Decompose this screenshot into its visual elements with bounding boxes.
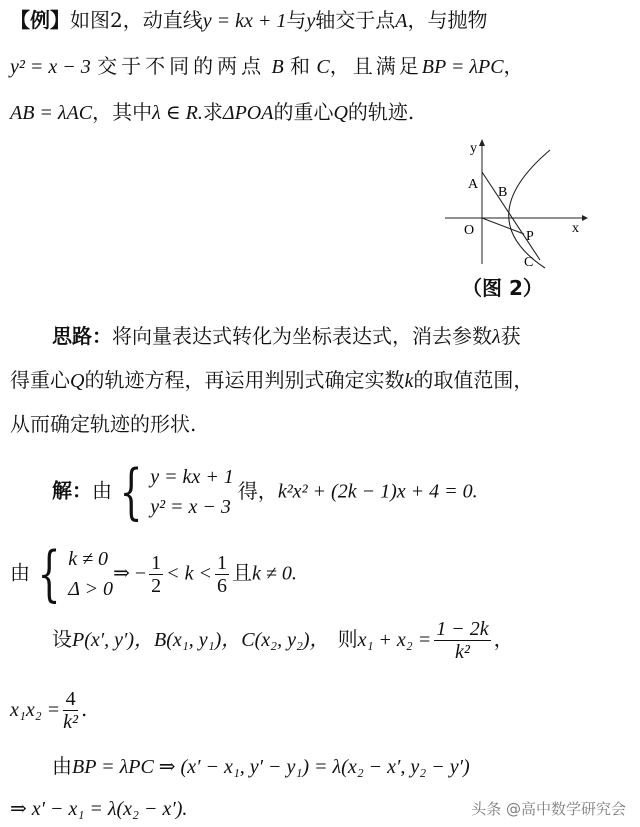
text: 交于不同的两点 (97, 54, 266, 78)
math: y² = x − 3 (150, 496, 231, 518)
approach-label: 思路： (52, 324, 112, 348)
math: C (316, 56, 330, 78)
y-axis-arrow-icon (479, 139, 485, 146)
math: ⇒ − (113, 562, 147, 585)
text: 与 (286, 8, 307, 32)
x-axis-arrow-icon (582, 215, 588, 221)
label-A: A (468, 177, 479, 192)
numerator: 1 − 2k (436, 618, 489, 640)
denominator: 6 (216, 574, 227, 597)
approach-line-3 (10, 410, 630, 438)
solution-line-1 (52, 457, 630, 528)
equation-system-2 (68, 544, 113, 604)
denominator: k² (63, 711, 79, 733)
solution-line-4 (10, 688, 630, 738)
approach-line-2 (10, 366, 630, 395)
numerator: 1 (216, 551, 227, 574)
fraction-one-sixth (215, 552, 229, 597)
math: B (271, 56, 284, 78)
math: k ≠ 0 (68, 548, 109, 570)
math: BP = λPC (421, 56, 504, 78)
math: λ (492, 326, 501, 348)
math: x₁x₂ = (10, 699, 61, 721)
math: Q (70, 370, 85, 392)
text: 由 (10, 560, 30, 585)
left-brace: { (119, 457, 143, 527)
text: 的轨迹. (347, 100, 415, 124)
label-O: O (464, 223, 475, 238)
math: λ ∈ R. (152, 102, 203, 124)
text: 由 (92, 478, 112, 503)
math: A (395, 10, 408, 32)
label-P: P (526, 229, 534, 244)
label-B: B (498, 185, 508, 200)
text: 得重心 (10, 368, 70, 392)
text: 则 (337, 627, 358, 651)
text: 从而确定轨迹的形状. (10, 412, 197, 436)
fraction-product (63, 688, 78, 733)
text: 得， (237, 478, 278, 503)
text: 如图2，动直线 (70, 8, 203, 32)
label-y: y (470, 141, 477, 156)
solution-line-2 (10, 539, 630, 610)
text: 将向量表达式转化为坐标表达式，消去参数 (112, 324, 492, 348)
line-ABC (482, 172, 540, 260)
math: x₁ + x₂ = (357, 629, 432, 651)
text: ，且满足 (329, 54, 422, 78)
fraction-sum (434, 618, 490, 663)
text: 设 (52, 627, 72, 651)
equation-system-1 (150, 462, 234, 522)
text: 和 (290, 54, 311, 78)
math: < k < (166, 562, 212, 585)
denominator: k² (454, 641, 470, 663)
math: k ≠ 0. (251, 562, 297, 585)
fraction-one-half (149, 552, 163, 597)
text: 由 (52, 754, 72, 778)
math: BP = λPC ⇒ (x′ − x₁, y′ − y₁) = λ(x₂ − x′, y₂ − y′) (72, 756, 470, 778)
text: 获 (500, 324, 521, 348)
problem-line-1 (10, 6, 630, 35)
approach-line-1 (52, 322, 630, 351)
text: . (81, 697, 88, 721)
text: ， (493, 627, 514, 651)
problem-line-3 (10, 98, 630, 127)
math: y (306, 10, 316, 32)
watermark: 头条 @高中数学研究会 (471, 800, 626, 818)
label-x: x (572, 221, 579, 236)
text: 轴交于点 (315, 8, 396, 32)
parabola-curve (509, 150, 550, 268)
math: ⇒ x′ − x₁ = λ(x₂ − x′). (10, 798, 188, 820)
math: y = kx + 1 (150, 466, 234, 488)
math: k²x² + (2k − 1)x + 4 = 0. (277, 480, 478, 503)
text: 的轨迹方程，再运用判别式确定实数 (84, 368, 405, 392)
label-C: C (524, 255, 534, 270)
numerator: 4 (63, 688, 78, 711)
math: y² = x − 3 (10, 56, 91, 78)
problem-line-2 (10, 52, 630, 81)
numerator: 1 (151, 551, 162, 574)
text: 且 (231, 560, 252, 585)
text: ， (503, 54, 524, 78)
math: Δ > 0 (68, 578, 114, 600)
denominator: 2 (151, 574, 162, 597)
example-tag: 【例】 (10, 8, 70, 32)
math: Q (333, 102, 348, 124)
math: P(x′, y′)，B(x₁, y₁)，C(x₂, y₂)， (72, 629, 330, 651)
left-brace: { (37, 539, 61, 609)
figure-caption: （图 2） (462, 276, 543, 300)
text: ，其中 (92, 100, 153, 124)
text: 的重心 (273, 100, 334, 124)
solution-label: 解： (52, 478, 92, 503)
solution-line-3 (52, 618, 630, 674)
text: ，与抛物 (407, 8, 488, 32)
solution-line-5 (52, 752, 630, 781)
math: ΔPOA (222, 102, 274, 124)
math: y = kx + 1 (202, 10, 287, 32)
text: 的取值范围， (413, 368, 534, 392)
figure-2-graph (440, 136, 590, 271)
math: k (404, 370, 414, 392)
text: 求 (202, 100, 223, 124)
math: AB = λAC (10, 102, 93, 124)
